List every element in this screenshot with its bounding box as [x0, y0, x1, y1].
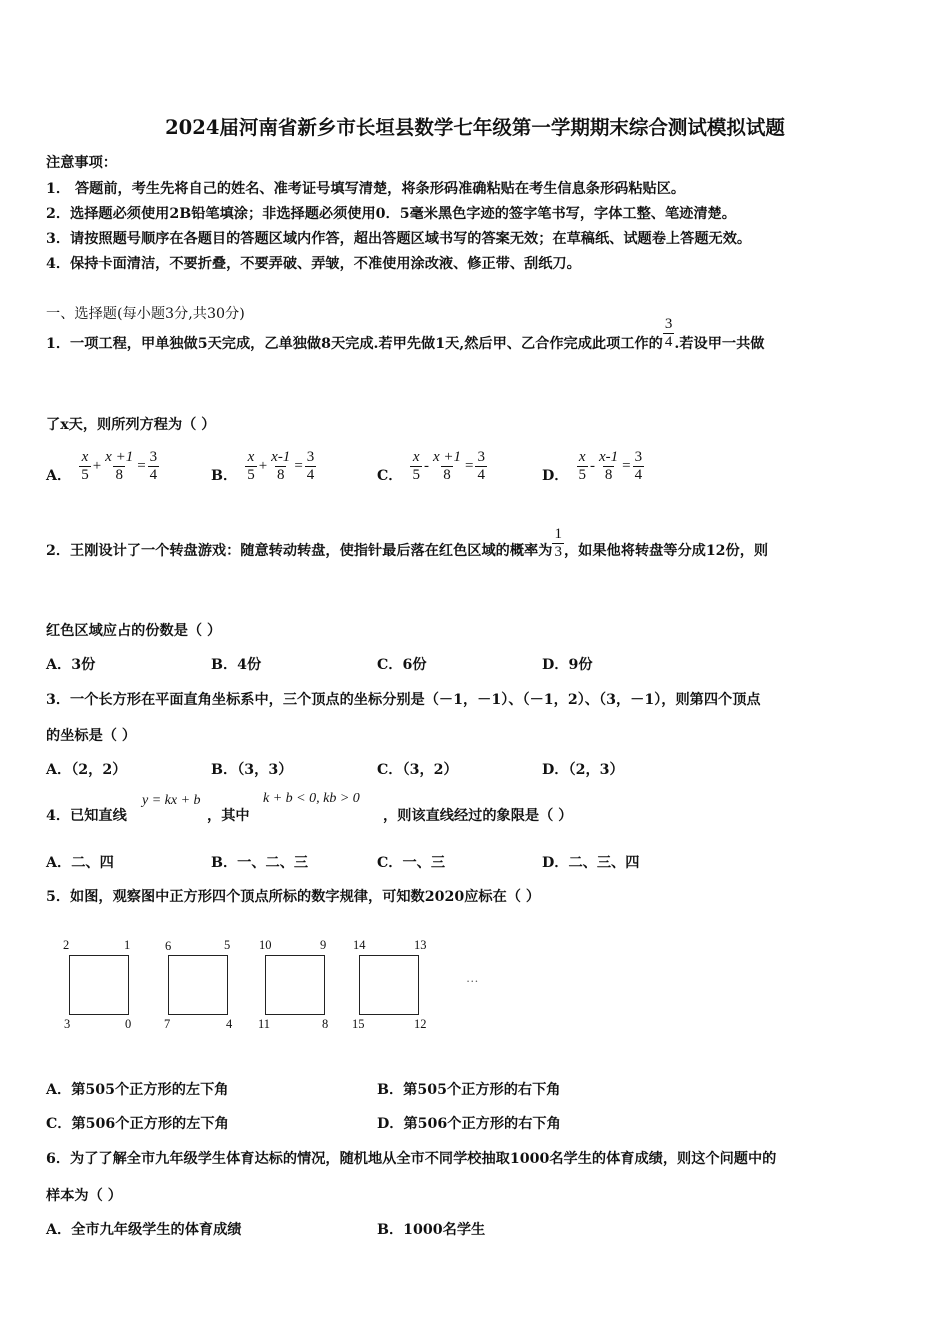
square-2 — [168, 955, 228, 1015]
q6-option-a[interactable]: A．全市九年级学生的体育成绩 — [46, 1222, 242, 1238]
q2-option-c[interactable]: C．6份 — [377, 657, 427, 673]
q6-line2: 样本为（ ） — [46, 1188, 122, 1204]
vertex-label: 11 — [258, 1017, 271, 1031]
q2-text: 2．王刚设计了一个转盘游戏：随意转动转盘，使指针最后落在红色区域的概率为 — [46, 542, 553, 559]
fraction-numerator: 1 — [554, 526, 562, 542]
equation — [577, 449, 645, 484]
fraction-numerator: 3 — [149, 448, 158, 465]
notice-heading: 注意事项： — [46, 155, 117, 171]
fraction-numerator: 3 — [634, 448, 643, 465]
q2-option-b[interactable]: B．4份 — [211, 657, 262, 673]
fraction-numerator: x-1 — [271, 448, 291, 465]
vertex-label: 7 — [164, 1017, 171, 1031]
fraction-denominator: 8 — [604, 466, 613, 483]
fraction — [148, 449, 160, 484]
vertex-label: 9 — [320, 938, 327, 952]
q1-fraction — [663, 316, 675, 351]
fraction-numerator: x — [247, 448, 255, 465]
fraction-denominator: 4 — [306, 466, 315, 483]
fraction-numerator: x +1 — [432, 448, 462, 465]
option-label: D． — [542, 468, 569, 484]
fraction-denominator: 4 — [149, 466, 158, 483]
q1-text: 1．一项工程，甲单独做5天完成，乙单独做8天完成.若甲先做1天,然后甲、乙合作完成此项工作的 — [46, 336, 663, 352]
q2-line2: 红色区域应占的份数是（ ） — [46, 623, 222, 639]
fraction-denominator: 5 — [81, 466, 89, 483]
q5-option-d[interactable]: D．第506个正方形的右下角 — [377, 1116, 561, 1132]
fraction — [410, 449, 422, 484]
q6-line1: 6．为了了解全市九年级学生体育达标的情况，随机地从全市不同学校抽取1000名学生的体育成绩，则这个问题中的 — [46, 1151, 777, 1167]
q5-option-b[interactable]: B．第505个正方形的右下角 — [377, 1082, 561, 1098]
operator: + — [258, 457, 268, 474]
q4-text-end: ，则该直线经过的象限是（ ） — [383, 808, 573, 824]
page-title: 2024届河南省新乡市长垣县数学七年级第一学期期末综合测试模拟试题 — [165, 116, 785, 139]
fraction-denominator: 5 — [247, 466, 255, 483]
q4-equation: y = kx + b — [142, 793, 201, 808]
fraction-numerator: x +1 — [105, 448, 134, 465]
notice-item: 4．保持卡面清洁，不要折叠，不要弄破、弄皱，不准使用涂改液、修正带、刮纸刀。 — [46, 256, 581, 272]
fraction — [475, 449, 487, 484]
fraction-denominator: 5 — [412, 466, 420, 483]
section-heading: 一、选择题(每小题3分,共30分) — [46, 306, 245, 322]
vertex-label: 5 — [224, 938, 231, 952]
ellipsis: … — [466, 971, 479, 985]
vertex-label: 12 — [414, 1017, 427, 1031]
fraction-denominator: 8 — [443, 466, 451, 483]
operator: - — [590, 457, 595, 474]
q2-text-end: ，如果他将转盘等分成12份，则 — [563, 542, 769, 559]
fraction-denominator: 5 — [578, 466, 586, 483]
equation — [79, 449, 159, 484]
fraction-denominator: 4 — [664, 333, 673, 350]
q3-option-d[interactable]: D．（2，3） — [542, 762, 624, 778]
operator: = — [294, 457, 303, 474]
notice-item: 1． 答题前，考生先将自己的姓名、准考证号填写清楚，将条形码准确粘贴在考生信息条形码粘贴区。 — [46, 181, 686, 197]
vertex-label: 10 — [259, 938, 272, 952]
fraction — [597, 449, 620, 484]
option-label: B． — [211, 468, 238, 484]
fraction-numerator: x — [578, 448, 586, 465]
vertex-label: 6 — [165, 939, 172, 953]
q2-option-a[interactable]: A．3份 — [46, 657, 96, 673]
q1-option-a[interactable] — [46, 447, 159, 485]
q1-line2: 了x天，则所列方程为（ ） — [46, 417, 216, 433]
equation — [245, 449, 316, 484]
square-4 — [359, 955, 419, 1015]
notice-item: 2．选择题必须使用2B铅笔填涂；非选择题必须使用0．5毫米黑色字迹的签字笔书写，字体工整、笔迹清楚。 — [46, 206, 736, 222]
q4-text: 4．已知直线 — [46, 808, 127, 824]
q6-option-b[interactable]: B．1000名学生 — [377, 1222, 486, 1238]
operator: = — [465, 457, 474, 474]
q4-condition: k + b < 0, kb > 0 — [263, 791, 360, 806]
fraction-denominator: 3 — [554, 544, 562, 560]
q5-line1: 5．如图，观察图中正方形四个顶点所标的数字规律，可知数2020应标在（ ） — [46, 889, 541, 905]
q2-fraction — [552, 526, 564, 561]
vertex-label: 14 — [353, 938, 366, 952]
square-1 — [69, 955, 129, 1015]
square-3 — [265, 955, 325, 1015]
vertex-label: 4 — [226, 1017, 233, 1031]
fraction — [431, 449, 463, 484]
fraction — [245, 449, 257, 484]
q5-option-a[interactable]: A．第505个正方形的左下角 — [46, 1082, 229, 1098]
notice-item: 3．请按照题号顺序在各题目的答题区域内作答，超出答题区域书写的答案无效；在草稿纸、试题卷上答题无效。 — [46, 231, 752, 247]
fraction — [103, 449, 135, 484]
q3-line2: 的坐标是（ ） — [46, 728, 137, 744]
fraction-numerator: 3 — [664, 315, 673, 332]
operator: - — [423, 457, 429, 474]
vertex-label: 3 — [64, 1017, 71, 1031]
q4-option-a[interactable]: A．二、四 — [46, 855, 114, 871]
option-label: C． — [377, 468, 403, 484]
fraction-numerator: x — [412, 448, 420, 465]
operator: + — [92, 457, 102, 474]
fraction-numerator: x-1 — [599, 448, 619, 465]
fraction — [79, 449, 91, 484]
vertex-label: 15 — [352, 1017, 365, 1031]
vertex-label: 8 — [322, 1017, 329, 1031]
fraction — [577, 449, 589, 484]
q4-option-b[interactable]: B．一、二、三 — [211, 855, 309, 871]
fraction-numerator: 3 — [477, 448, 485, 465]
q4-option-c[interactable]: C．一、三 — [377, 855, 446, 871]
fraction-numerator: 3 — [306, 448, 315, 465]
question-2 — [46, 526, 769, 561]
q3-option-a[interactable]: A．（2，2） — [46, 762, 127, 778]
fraction-denominator: 4 — [477, 466, 485, 483]
option-label: A． — [46, 468, 72, 484]
q4-text-mid: ，其中 — [207, 808, 250, 824]
q1-option-c[interactable] — [377, 447, 487, 485]
question-1 — [46, 315, 765, 353]
fraction-numerator: x — [81, 448, 89, 465]
operator: = — [622, 457, 631, 474]
q4-option-d[interactable]: D．二、三、四 — [542, 855, 640, 871]
vertex-label: 0 — [125, 1017, 132, 1031]
fraction — [305, 449, 317, 484]
fraction — [633, 449, 645, 484]
q3-option-b[interactable]: B．（3，3） — [211, 762, 293, 778]
fraction — [269, 449, 292, 484]
vertex-label: 13 — [414, 938, 427, 952]
q5-option-c[interactable]: C．第506个正方形的左下角 — [46, 1116, 229, 1132]
fraction-denominator: 8 — [276, 466, 285, 483]
vertex-label: 2 — [63, 938, 70, 952]
q1-text-end: .若设甲一共做 — [674, 336, 765, 352]
q3-option-c[interactable]: C．（3，2） — [377, 762, 458, 778]
q3-line1: 3．一个长方形在平面直角坐标系中，三个顶点的坐标分别是（－1，－1）、（－1，2）、（3，－1），则第四个顶点 — [46, 692, 761, 708]
q2-option-d[interactable]: D．9份 — [542, 657, 593, 673]
fraction-denominator: 8 — [115, 466, 123, 483]
operator: = — [137, 457, 146, 474]
q1-option-d[interactable] — [542, 447, 644, 485]
equation — [410, 449, 487, 484]
q1-option-b[interactable] — [211, 447, 316, 485]
vertex-label: 1 — [124, 938, 131, 952]
fraction-denominator: 4 — [634, 466, 643, 483]
